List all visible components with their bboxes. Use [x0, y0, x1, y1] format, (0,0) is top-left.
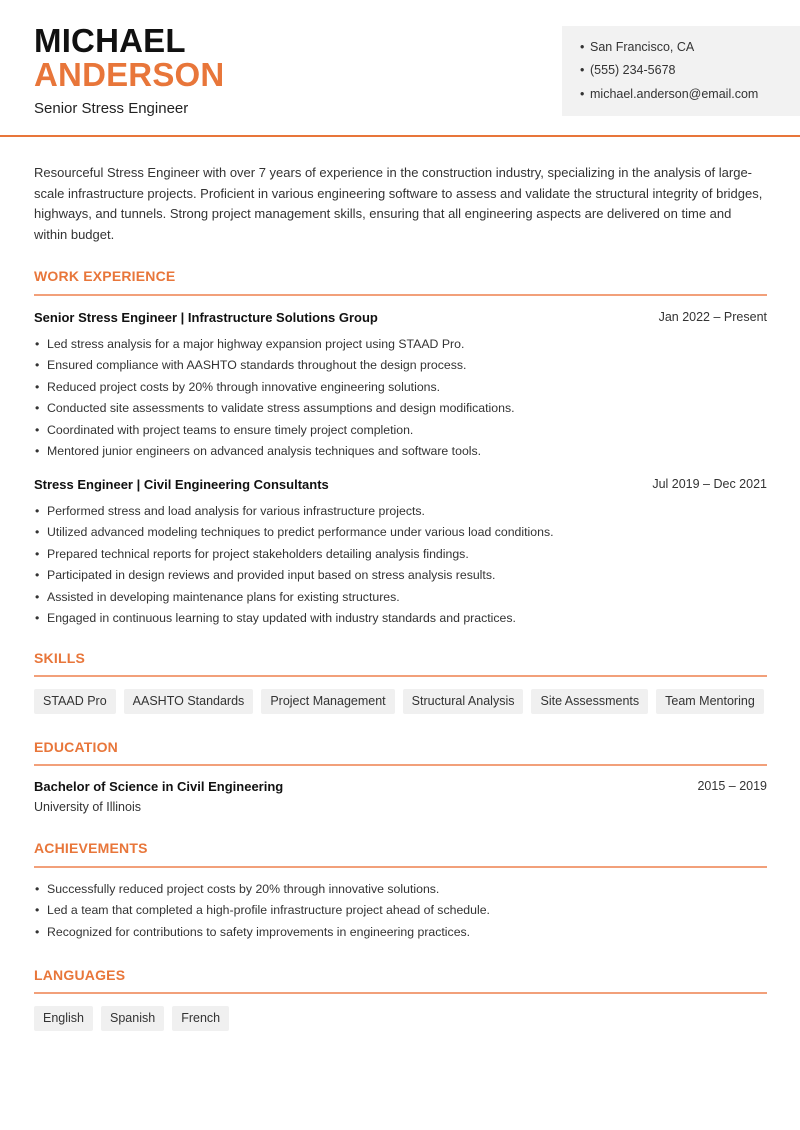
- skill-chip: Team Mentoring: [656, 689, 764, 714]
- list-item: • Participated in design reviews and provided input based on stress analysis results.: [34, 566, 767, 587]
- phone-text: (555) 234-5678: [590, 63, 676, 77]
- list-item: • Coordinated with project teams to ensure timely project completion.: [34, 421, 767, 442]
- list-item: • Engaged in continuous learning to stay updated with industry standards and practices.: [34, 609, 767, 630]
- degree: Bachelor of Science in Civil Engineering: [34, 779, 284, 794]
- contact-email[interactable]: [580, 87, 758, 101]
- first-name: MICHAEL: [34, 22, 186, 59]
- job-header: [34, 310, 767, 325]
- skill-chip: STAAD Pro: [34, 689, 116, 714]
- job-role: Stress Engineer | Civil Engineering Consultants: [34, 477, 329, 492]
- email-text[interactable]: michael.anderson@email.com: [590, 87, 759, 101]
- language-chip: Spanish: [101, 1006, 164, 1031]
- job-bullets: [34, 335, 767, 463]
- education-divider: [34, 764, 767, 766]
- contact-phone: [580, 63, 675, 77]
- list-item: • Led a team that completed a high-profile infrastructure project ahead of schedule.: [34, 901, 767, 922]
- achievements-list: [34, 880, 767, 944]
- skills-divider: [34, 675, 767, 677]
- skills-list: [34, 689, 764, 714]
- language-chip: French: [172, 1006, 229, 1031]
- job-role: Senior Stress Engineer | Infrastructure Solutions Group: [34, 310, 378, 325]
- skill-chip: AASHTO Standards: [124, 689, 254, 714]
- job-dates: Jan 2022 – Present: [658, 310, 767, 324]
- list-item: • Reduced project costs by 20% through innovative engineering solutions.: [34, 378, 767, 399]
- job-title: Senior Stress Engineer: [34, 100, 189, 117]
- list-item: • Successfully reduced project costs by 20% through innovative solutions.: [34, 880, 767, 901]
- education-heading: EDUCATION: [34, 739, 118, 755]
- resume-header: [0, 0, 800, 137]
- achievements-divider: [34, 866, 767, 868]
- list-item: • Utilized advanced modeling techniques to predict performance under various load conditions.: [34, 523, 767, 544]
- contact-location: [580, 40, 694, 54]
- skills-heading: SKILLS: [34, 650, 85, 666]
- education-dates: 2015 – 2019: [697, 779, 767, 793]
- achievements-heading: ACHIEVEMENTS: [34, 840, 148, 856]
- list-item: • Ensured compliance with AASHTO standards throughout the design process.: [34, 356, 767, 377]
- summary-paragraph: Resourceful Stress Engineer with over 7 years of experience in the construction industry, specializing in the analysis of large-scale infrastructure projects. Proficient in various engineering software to assess and validate the structural integrity of bridges, highways, and tunnels. Strong project management skills, ensuring that all engineering aspects are delivered on time and within budget.: [34, 165, 763, 243]
- languages-divider: [34, 992, 767, 994]
- list-item: • Conducted site assessments to validate stress assumptions and design modifications.: [34, 399, 767, 420]
- job-bullets: [34, 502, 767, 630]
- job-dates: Jul 2019 – Dec 2021: [652, 477, 767, 491]
- language-chip: English: [34, 1006, 93, 1031]
- languages-heading: LANGUAGES: [34, 967, 126, 983]
- education-header: [34, 779, 767, 794]
- list-item: • Led stress analysis for a major highway expansion project using STAAD Pro.: [34, 335, 767, 356]
- list-item: • Mentored junior engineers on advanced analysis techniques and software tools.: [34, 442, 767, 463]
- work-experience-divider: [34, 294, 767, 296]
- list-item: • Assisted in developing maintenance plans for existing structures.: [34, 588, 767, 609]
- work-experience-heading: WORK EXPERIENCE: [34, 268, 176, 284]
- languages-list: [34, 1006, 229, 1031]
- last-name: ANDERSON: [34, 56, 225, 93]
- job-header: [34, 477, 767, 492]
- skill-chip: Site Assessments: [531, 689, 648, 714]
- location-text: San Francisco, CA: [590, 40, 695, 54]
- skill-chip: Project Management: [261, 689, 394, 714]
- list-item: • Recognized for contributions to safety improvements in engineering practices.: [34, 923, 767, 944]
- contact-box: [562, 26, 800, 116]
- school: University of Illinois: [34, 800, 141, 814]
- list-item: • Prepared technical reports for project stakeholders detailing analysis findings.: [34, 545, 767, 566]
- list-item: • Performed stress and load analysis for various infrastructure projects.: [34, 502, 767, 523]
- skill-chip: Structural Analysis: [403, 689, 524, 714]
